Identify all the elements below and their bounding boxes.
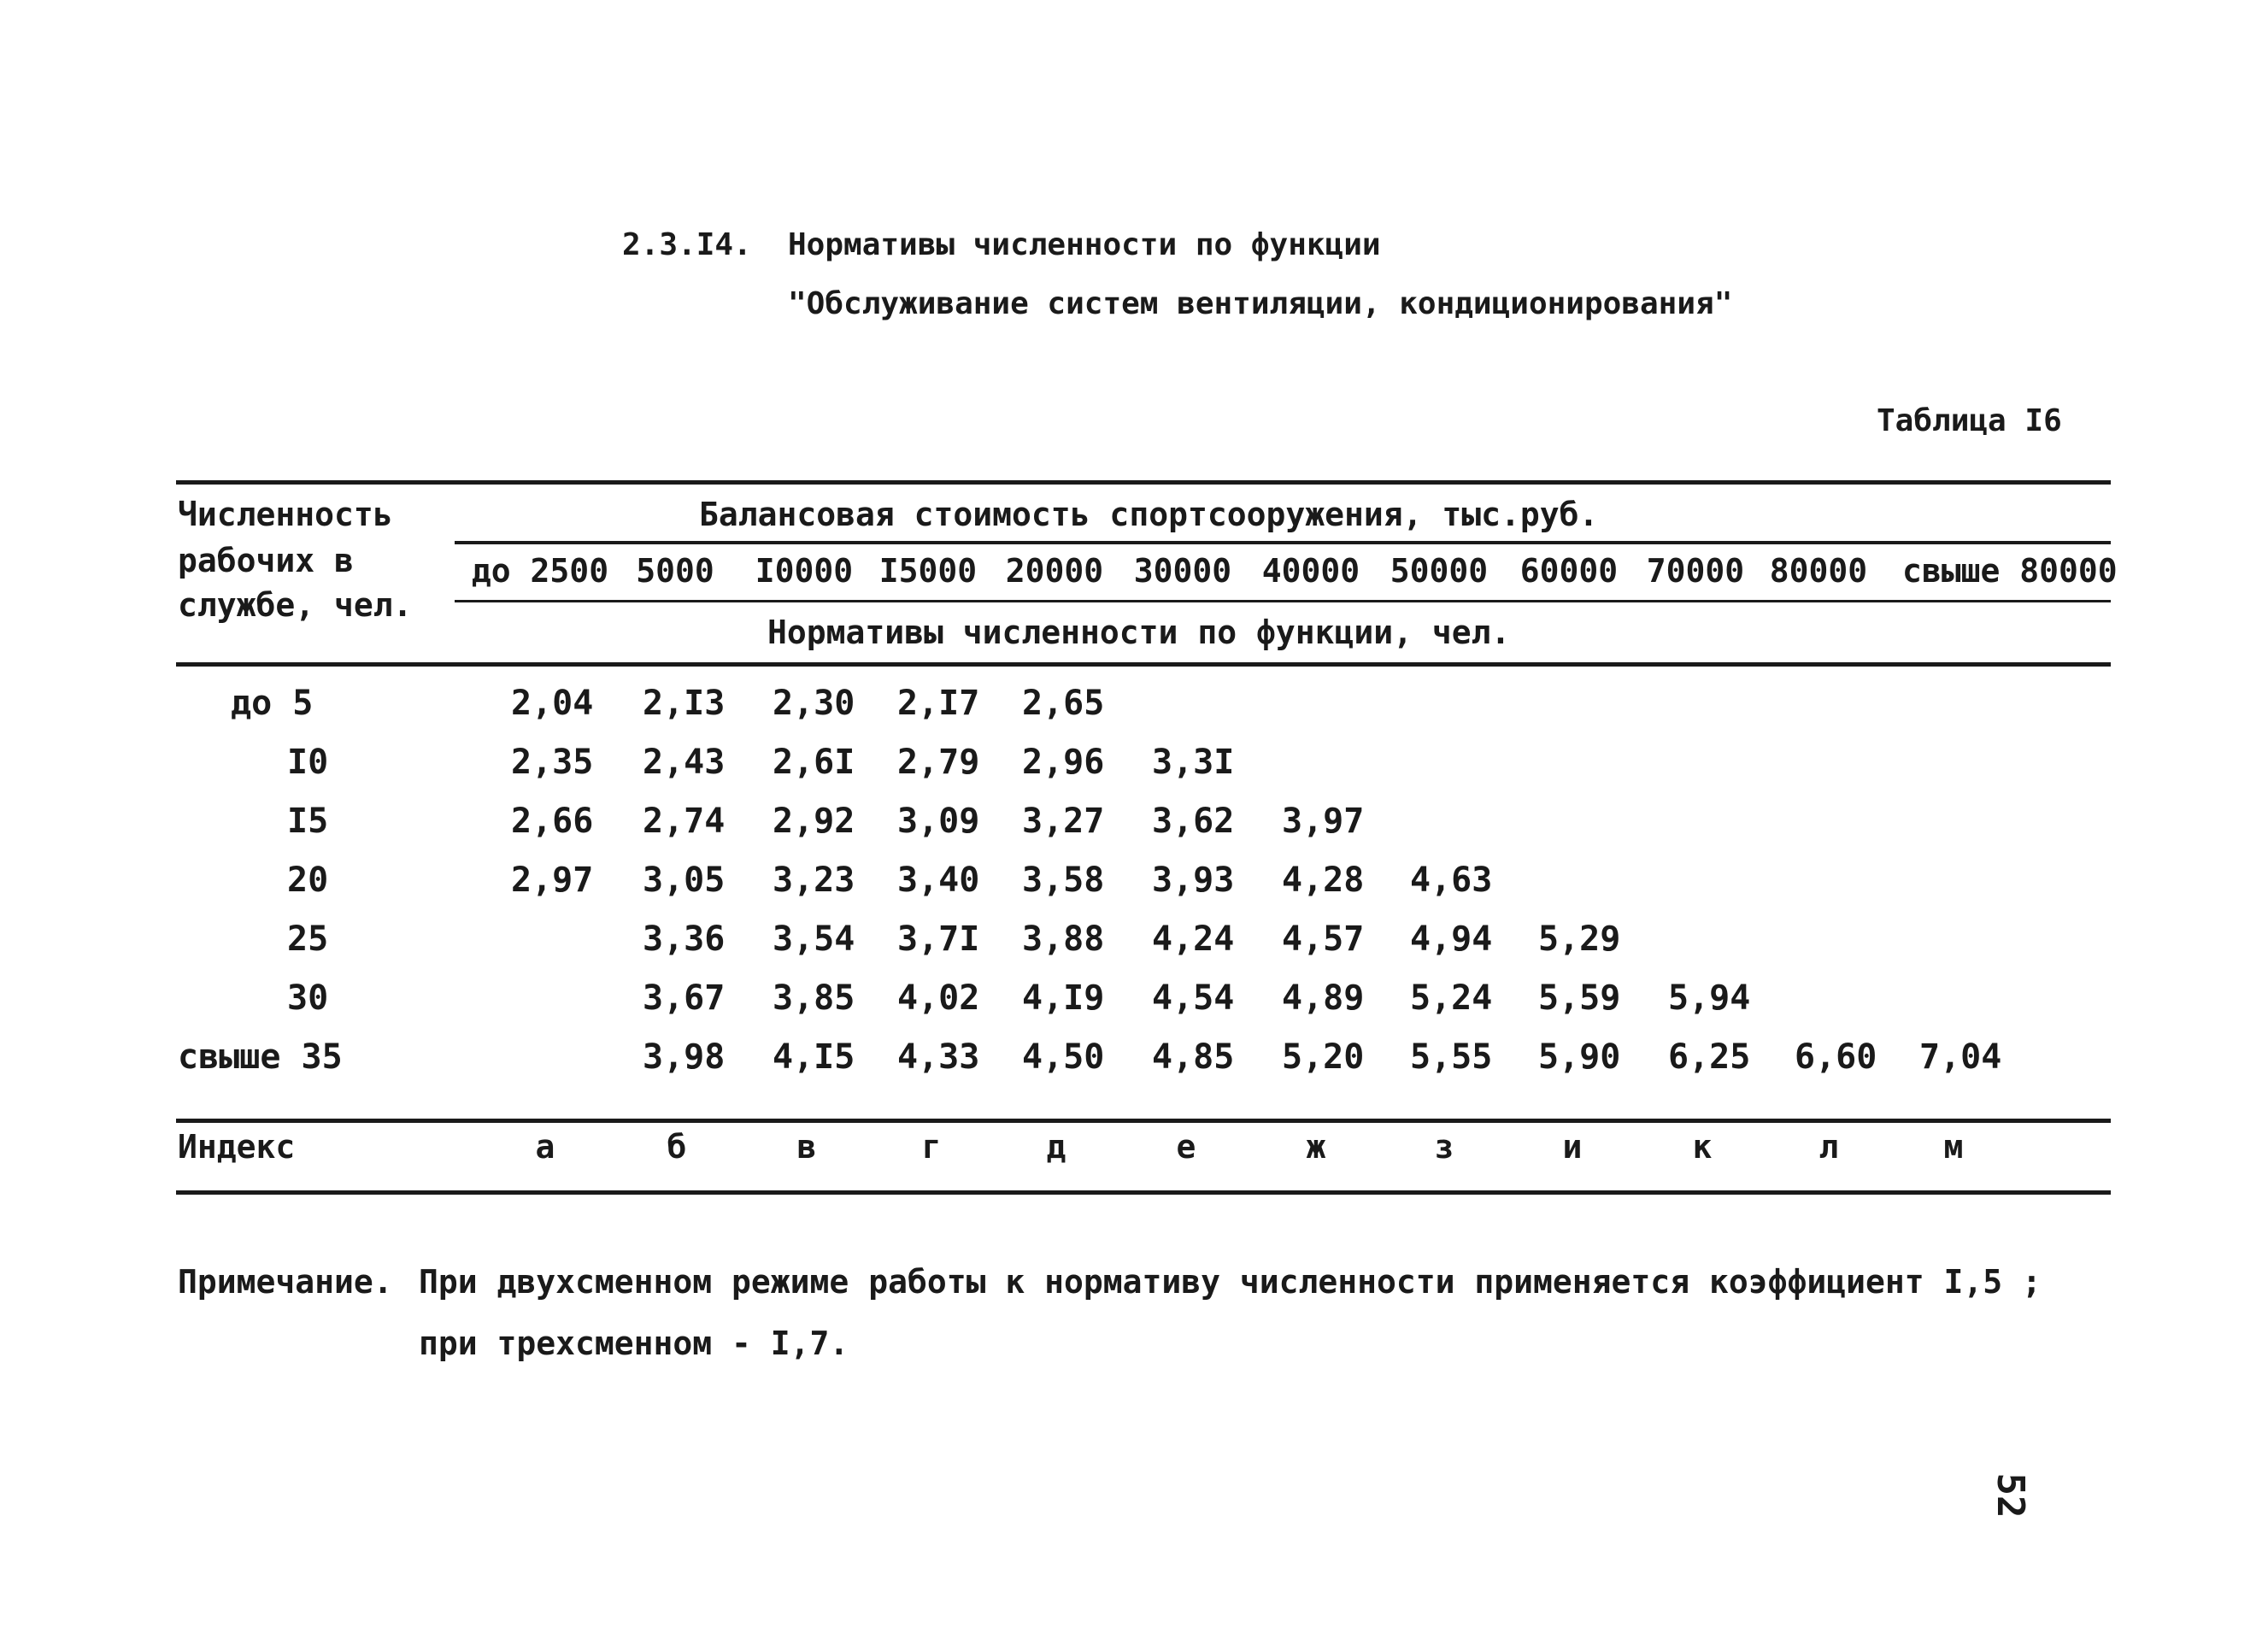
table-cell: 4,63 (1410, 861, 1493, 900)
table-cell: 2,74 (643, 802, 726, 841)
table-cell: 2,79 (897, 743, 980, 782)
table-cell: 5,29 (1538, 919, 1621, 959)
row-label: до 5 (231, 684, 314, 723)
table-cell: 3,93 (1152, 861, 1235, 900)
column-header: свыше 80000 (1902, 552, 2118, 590)
table-cell: 4,57 (1282, 919, 1365, 959)
table-cell: 2,97 (511, 861, 594, 900)
row-label: I0 (287, 743, 329, 782)
table-cell: 3,05 (643, 861, 726, 900)
table-cell: 3,98 (643, 1037, 726, 1077)
table-cell: 2,66 (511, 802, 594, 841)
table-cell: 3,09 (897, 802, 980, 841)
group-header: Балансовая стоимость спортсооружения, тыс.руб. (699, 496, 1599, 533)
row-label: 20 (287, 861, 329, 900)
table-cell: 4,02 (897, 978, 980, 1018)
table-cell: 3,97 (1282, 802, 1365, 841)
column-header: 40000 (1261, 552, 1360, 590)
column-header: до 2500 (471, 552, 609, 590)
table-bottom-rule (176, 1190, 2111, 1195)
row-label: I5 (287, 802, 329, 841)
table-cell: 5,94 (1668, 978, 1751, 1018)
table-cell: 3,54 (773, 919, 855, 959)
table-cell: 4,24 (1152, 919, 1235, 959)
table-cell: 2,92 (773, 802, 855, 841)
table-cell: 3,62 (1152, 802, 1235, 841)
section-title-line2: "Обслуживание систем вентиляции, кондиционирования" (788, 286, 1733, 321)
column-header: 80000 (1769, 552, 1868, 590)
table-cell: 3,7I (897, 919, 980, 959)
column-header: 30000 (1133, 552, 1232, 590)
column-header: 20000 (1005, 552, 1104, 590)
table-cell: 3,40 (897, 861, 980, 900)
table-cell: 2,6I (773, 743, 855, 782)
table-cell: 4,I9 (1022, 978, 1105, 1018)
column-header: I0000 (755, 552, 854, 590)
table-cell: 2,04 (511, 684, 594, 723)
table-cell: 4,28 (1282, 861, 1365, 900)
index-cell: и (1562, 1128, 1583, 1166)
table-cell: 3,36 (643, 919, 726, 959)
table-cell: 2,I3 (643, 684, 726, 723)
section-number: 2.3.I4. (622, 227, 752, 262)
index-cell: м (1943, 1128, 1964, 1166)
table-cell: 3,3I (1152, 743, 1235, 782)
index-cell: ж (1306, 1128, 1326, 1166)
column-header: 5000 (636, 552, 714, 590)
column-header: 60000 (1519, 552, 1619, 590)
index-top-rule (176, 1119, 2111, 1123)
table-cell: 3,23 (773, 861, 855, 900)
column-header-rule (455, 600, 2111, 602)
note-line2: при трехсменном - I,7. (419, 1325, 849, 1362)
table-cell: 3,27 (1022, 802, 1105, 841)
table-cell: 7,04 (1919, 1037, 2002, 1077)
table-cell: 6,60 (1795, 1037, 1877, 1077)
table-cell: 3,67 (643, 978, 726, 1018)
table-cell: 3,88 (1022, 919, 1105, 959)
table-cell: 4,85 (1152, 1037, 1235, 1077)
table-cell: 4,94 (1410, 919, 1493, 959)
header-bottom-rule (176, 662, 2111, 667)
table-cell: 3,85 (773, 978, 855, 1018)
note-line1: При двухсменном режиме работы к нормативу численности применяется коэффициент I,5 ; (419, 1263, 2042, 1301)
table-label: Таблица I6 (1877, 403, 2062, 438)
table-cell: 4,50 (1022, 1037, 1105, 1077)
row-header-line2: рабочих в (178, 542, 354, 579)
table-cell: 4,I5 (773, 1037, 855, 1077)
section-title-line1: Нормативы численности по функции (788, 227, 1381, 262)
table-cell: 2,43 (643, 743, 726, 782)
page-number: 52 (1989, 1472, 2032, 1519)
table-cell: 5,24 (1410, 978, 1493, 1018)
table-cell: 4,54 (1152, 978, 1235, 1018)
note-label: Примечание. (178, 1263, 393, 1301)
row-label: свыше 35 (178, 1037, 343, 1077)
column-header: I5000 (878, 552, 978, 590)
index-cell: д (1046, 1128, 1066, 1166)
index-label: Индекс (178, 1128, 296, 1166)
row-header-line1: Численность (178, 496, 393, 533)
sub-header: Нормативы численности по функции, чел. (767, 614, 1511, 651)
index-cell: г (921, 1128, 942, 1166)
row-label: 30 (287, 978, 329, 1018)
table-cell: 5,55 (1410, 1037, 1493, 1077)
column-header: 70000 (1646, 552, 1745, 590)
table-cell: 4,89 (1282, 978, 1365, 1018)
table-cell: 2,35 (511, 743, 594, 782)
table-cell: 6,25 (1668, 1037, 1751, 1077)
index-cell: з (1434, 1128, 1454, 1166)
table-cell: 5,20 (1282, 1037, 1365, 1077)
index-cell: б (667, 1128, 687, 1166)
index-cell: л (1819, 1128, 1839, 1166)
table-cell: 2,65 (1022, 684, 1105, 723)
table-cell: 2,96 (1022, 743, 1105, 782)
group-header-rule (455, 541, 2111, 544)
table-cell: 2,30 (773, 684, 855, 723)
index-cell: е (1176, 1128, 1196, 1166)
index-cell: к (1692, 1128, 1713, 1166)
column-header: 50000 (1390, 552, 1489, 590)
index-cell: а (535, 1128, 555, 1166)
table-top-rule (176, 480, 2111, 485)
index-cell: в (796, 1128, 817, 1166)
row-label: 25 (287, 919, 329, 959)
table-cell: 4,33 (897, 1037, 980, 1077)
table-cell: 2,I7 (897, 684, 980, 723)
table-cell: 5,59 (1538, 978, 1621, 1018)
row-header-line3: службе, чел. (178, 586, 413, 624)
table-cell: 5,90 (1538, 1037, 1621, 1077)
table-cell: 3,58 (1022, 861, 1105, 900)
